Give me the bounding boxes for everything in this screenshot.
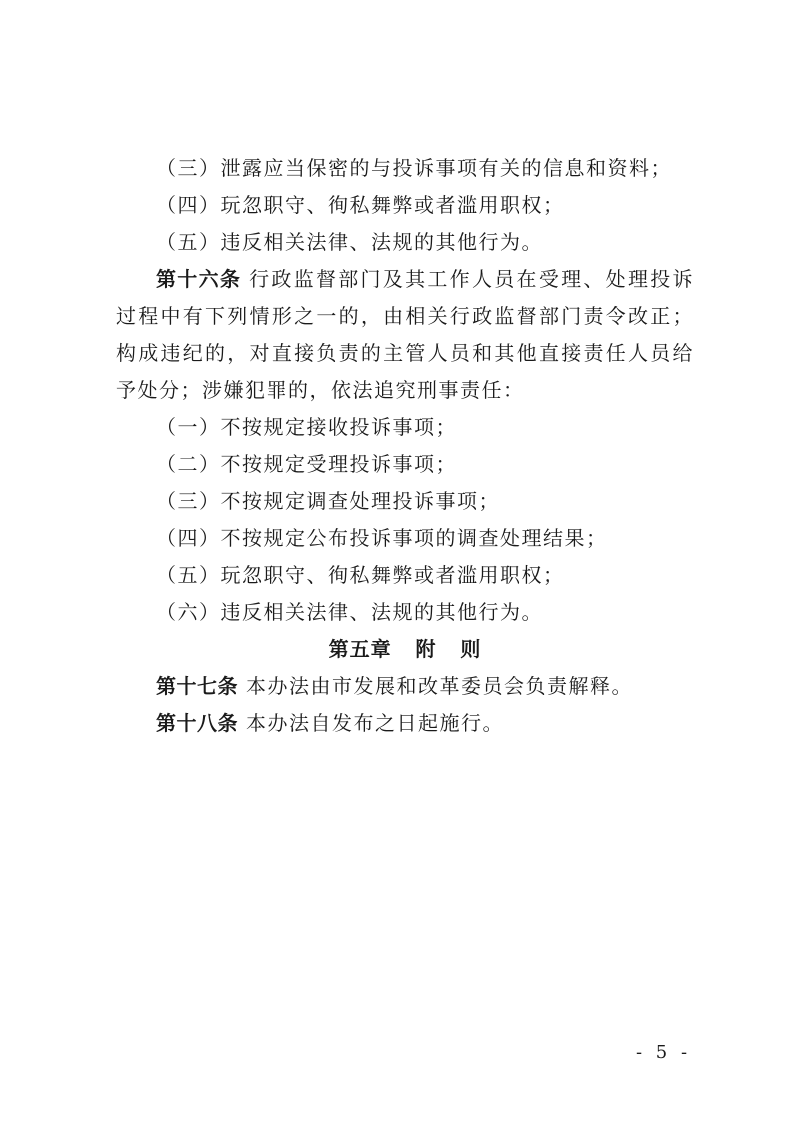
article-17-label: 第十七条 xyxy=(156,674,238,698)
article-18-label: 第十八条 xyxy=(156,711,238,735)
article-17-text: 本办法由市发展和改革委员会负责解释。 xyxy=(246,674,633,698)
article-18 xyxy=(116,705,694,742)
article-16-text: 行政监督部门及其工作人员在受理、处理投诉过程中有下列情形之一的，由相关行政监督部门责令改正；构成违纪的，对直接负责的主管人员和其他直接责任人员给予处分；涉嫌犯罪的，依法追究刑事责任： xyxy=(116,267,695,402)
article-16 xyxy=(116,261,694,409)
article-16-item-2: （二）不按规定受理投诉事项； xyxy=(156,452,457,476)
chapter-title: 第五章 附 则 xyxy=(328,637,482,661)
document-body xyxy=(116,150,694,742)
article-16-item-4: （四）不按规定公布投诉事项的调查处理结果； xyxy=(156,526,608,550)
article-18-text: 本办法自发布之日起施行。 xyxy=(246,711,504,735)
article-16-item-1: （一）不按规定接收投诉事项； xyxy=(156,415,457,439)
paragraph-item-4: （四）玩忽职守、徇私舞弊或者滥用职权； xyxy=(156,193,565,217)
article-16-label: 第十六条 xyxy=(156,267,242,291)
page-number: - 5 - xyxy=(636,1042,692,1063)
article-16-item-5: （五）玩忽职守、徇私舞弊或者滥用职权； xyxy=(156,563,565,587)
article-17 xyxy=(116,668,694,705)
paragraph-item-5: （五）违反相关法律、法规的其他行为。 xyxy=(156,230,543,254)
paragraph-item-3: （三）泄露应当保密的与投诉事项有关的信息和资料； xyxy=(156,156,672,180)
article-16-item-3: （三）不按规定调查处理投诉事项； xyxy=(156,489,500,513)
article-16-item-6: （六）违反相关法律、法规的其他行为。 xyxy=(156,600,543,624)
